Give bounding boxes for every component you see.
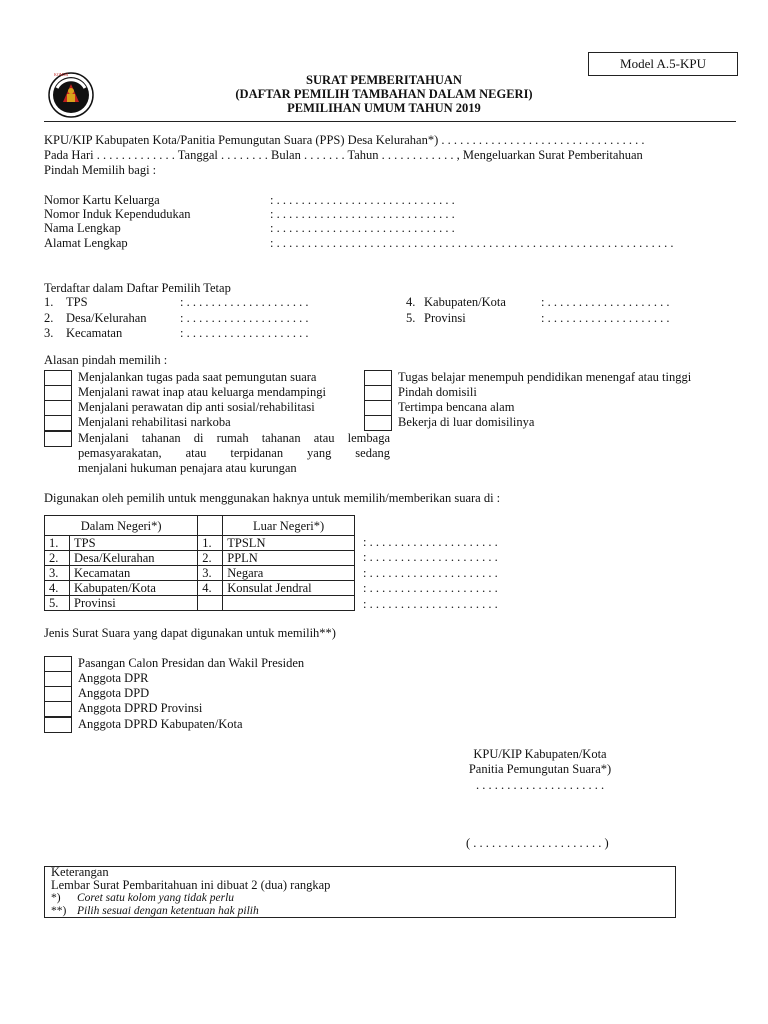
- note-1: Coret satu kolom yang tidak perlu: [77, 892, 235, 904]
- alasan-label: Menjalani rehabilitasi narkoba: [78, 415, 231, 429]
- dn-cell[interactable]: Kecamatan: [70, 566, 198, 581]
- checkbox-alasan-rehab-sosial[interactable]: [44, 400, 72, 416]
- logo-text-top: KOMISI: [54, 72, 69, 77]
- form-model-label: Model A.5-KPU: [588, 52, 738, 76]
- checkbox-dpd[interactable]: [44, 686, 72, 702]
- note-1-mark: *): [51, 892, 61, 904]
- ln-cell[interactable]: TPSLN: [223, 536, 355, 551]
- checkbox-alasan-bencana[interactable]: [364, 400, 392, 416]
- alasan-label: Menjalani perawatan dip anti sosial/rehabilitasi: [78, 400, 315, 414]
- dpt-num: 1.: [44, 295, 54, 309]
- checkbox-alasan-tugas-belajar[interactable]: [364, 370, 392, 386]
- ln-cell[interactable]: PPLN: [223, 551, 355, 566]
- dpt-num: 2.: [44, 311, 54, 325]
- dpt-field-provinsi[interactable]: : . . . . . . . . . . . . . . . . . . . .: [541, 311, 670, 325]
- table-header-row: [45, 516, 355, 536]
- jenis-heading: Jenis Surat Suara yang dapat digunakan untuk memilih**): [44, 626, 336, 640]
- dpt-num: 5.: [406, 311, 416, 325]
- checkbox-dpr[interactable]: [44, 671, 72, 687]
- header-divider: [44, 121, 736, 122]
- checkbox-alasan-pindah-domisili[interactable]: [364, 385, 392, 401]
- ln-cell[interactable]: Konsulat Jendral: [223, 581, 355, 596]
- dpt-num: 4.: [406, 295, 416, 309]
- jenis-label: Anggota DPD: [78, 686, 150, 700]
- note-2-mark: **): [51, 905, 67, 917]
- keterangan-title: Keterangan: [51, 865, 109, 879]
- alasan-label: Menjalankan tugas pada saat pemungutan suara: [78, 370, 317, 384]
- dpt-field-kecamatan[interactable]: : . . . . . . . . . . . . . . . . . . . .: [180, 326, 309, 340]
- checkbox-dprd-provinsi[interactable]: [44, 701, 72, 717]
- alasan-label: Tertimpa bencana alam: [398, 400, 515, 414]
- checkbox-dprd-kabupaten[interactable]: [44, 717, 72, 733]
- row-num: [198, 596, 223, 611]
- label-nama: Nama Lengkap: [44, 221, 121, 235]
- checkbox-alasan-tahanan[interactable]: [44, 431, 72, 447]
- jenis-label: Anggota DPRD Provinsi: [78, 701, 203, 715]
- table-row: [45, 536, 355, 551]
- dn-cell[interactable]: Provinsi: [70, 596, 198, 611]
- dn-cell[interactable]: TPS: [70, 536, 198, 551]
- row-num: 1.: [45, 536, 70, 551]
- alasan-label-tahanan-2: pemasyarakatan, atau terpidanan yang sedang: [78, 446, 390, 460]
- note-2: Pilih sesuai dengan ketentuan hak pilih: [77, 905, 259, 917]
- jenis-label: Anggota DPRD Kabupaten/Kota: [78, 717, 243, 731]
- label-nik: Nomor Induk Kependudukan: [44, 207, 191, 221]
- alasan-label: Menjalani rawat inap atau keluarga mendampingi: [78, 385, 326, 399]
- keterangan-line-1: Lembar Surat Pembaritahuan ini dibuat 2 (dua) rangkap: [51, 878, 331, 892]
- intro-line-1: KPU/KIP Kabupaten Kota/Panitia Pemungutan Suara (PPS) Desa Kelurahan*) . . . . . . . . . . . . . . . . . . . . . . . . . . . . . . . . .: [44, 133, 645, 147]
- checkbox-alasan-tugas[interactable]: [44, 370, 72, 386]
- header-dalam-negeri: Dalam Negeri*): [45, 516, 198, 536]
- digunakan-heading: Digunakan oleh pemilih untuk menggunakan haknya untuk memilih/memberikan suara di :: [44, 491, 501, 505]
- field-nama[interactable]: : . . . . . . . . . . . . . . . . . . . . . . . . . . . . .: [270, 221, 455, 235]
- field-nomor-kk[interactable]: : . . . . . . . . . . . . . . . . . . . . . . . . . . . . .: [270, 193, 455, 207]
- row-num: 2.: [198, 551, 223, 566]
- row-num: 4.: [198, 581, 223, 596]
- destination-field[interactable]: : . . . . . . . . . . . . . . . . . . . . .: [363, 566, 498, 580]
- row-num: 5.: [45, 596, 70, 611]
- ln-cell[interactable]: [223, 596, 355, 611]
- header-spacer: [198, 516, 223, 536]
- row-num: 4.: [45, 581, 70, 596]
- dpt-label-kecamatan: Kecamatan: [66, 326, 123, 340]
- header-luar-negeri: Luar Negeri*): [223, 516, 355, 536]
- table-row: [45, 596, 355, 611]
- document-subtitle-year: PEMILIHAN UMUM TAHUN 2019: [287, 101, 481, 115]
- signature-name-field[interactable]: ( . . . . . . . . . . . . . . . . . . . . . ): [466, 836, 609, 850]
- document-subtitle: (DAFTAR PEMILIH TAMBAHAN DALAM NEGERI): [235, 87, 533, 101]
- alasan-heading: Alasan pindah memilih :: [44, 353, 168, 367]
- signature-line-2: Panitia Pemungutan Suara*): [468, 762, 612, 776]
- alasan-label-tahanan-1: Menjalani tahanan di rumah tahanan atau lembaga: [78, 431, 390, 445]
- dpt-field-kabupaten[interactable]: : . . . . . . . . . . . . . . . . . . . .: [541, 295, 670, 309]
- row-num: 3.: [45, 566, 70, 581]
- destination-field[interactable]: : . . . . . . . . . . . . . . . . . . . . .: [363, 550, 498, 564]
- dpt-field-tps[interactable]: : . . . . . . . . . . . . . . . . . . . .: [180, 295, 309, 309]
- label-alamat: Alamat Lengkap: [44, 236, 128, 250]
- label-nomor-kk: Nomor Kartu Keluarga: [44, 193, 160, 207]
- jenis-label: Anggota DPR: [78, 671, 149, 685]
- row-num: 2.: [45, 551, 70, 566]
- checkbox-alasan-rawat-inap[interactable]: [44, 385, 72, 401]
- dn-cell[interactable]: Kabupaten/Kota: [70, 581, 198, 596]
- destination-field[interactable]: : . . . . . . . . . . . . . . . . . . . . .: [363, 535, 498, 549]
- destination-table: [44, 515, 355, 611]
- alasan-label-tahanan-3: menjalani hukuman penajara atau kurungan: [78, 461, 297, 475]
- jenis-label: Pasangan Calon Presidan dan Wakil Presiden: [78, 656, 305, 670]
- signature-line-1: KPU/KIP Kabupaten/Kota: [473, 747, 607, 761]
- alasan-label: Bekerja di luar domisilinya: [398, 415, 535, 429]
- dn-cell[interactable]: Desa/Kelurahan: [70, 551, 198, 566]
- field-nik[interactable]: : . . . . . . . . . . . . . . . . . . . . . . . . . . . . .: [270, 207, 455, 221]
- row-num: 3.: [198, 566, 223, 581]
- dpt-label-provinsi: Provinsi: [424, 311, 466, 325]
- dpt-heading: Terdaftar dalam Daftar Pemilih Tetap: [44, 281, 231, 295]
- alasan-label: Pindah domisili: [398, 385, 477, 399]
- dpt-num: 3.: [44, 326, 54, 340]
- table-row: [45, 551, 355, 566]
- ln-cell[interactable]: Negara: [223, 566, 355, 581]
- table-row: [45, 581, 355, 596]
- checkbox-alasan-bekerja[interactable]: [364, 415, 392, 431]
- dpt-label-kabupaten: Kabupaten/Kota: [424, 295, 506, 309]
- row-num: 1.: [198, 536, 223, 551]
- field-alamat[interactable]: : . . . . . . . . . . . . . . . . . . . . . . . . . . . . . . . . . . . . . . . . . . . . . . . . . . . . . . . . . . . . . . . .: [270, 236, 674, 250]
- destination-field[interactable]: : . . . . . . . . . . . . . . . . . . . . .: [363, 581, 498, 595]
- dpt-label-tps: TPS: [66, 295, 88, 309]
- checkbox-alasan-narkoba[interactable]: [44, 415, 72, 431]
- intro-line-2: Pada Hari . . . . . . . . . . . . . Tanggal . . . . . . . . Bulan . . . . . . . Tahun . . . . . . . . . . . . , Mengeluarkan Surat Pemberitahuan: [44, 148, 643, 162]
- signature-place-field[interactable]: . . . . . . . . . . . . . . . . . . . . .: [475, 778, 605, 792]
- destination-field[interactable]: : . . . . . . . . . . . . . . . . . . . . .: [363, 597, 498, 611]
- dpt-label-desa: Desa/Kelurahan: [66, 311, 147, 325]
- table-row: [45, 566, 355, 581]
- dpt-field-desa[interactable]: : . . . . . . . . . . . . . . . . . . . .: [180, 311, 309, 325]
- document-title: SURAT PEMBERITAHUAN: [306, 73, 462, 87]
- intro-line-3: Pindah Memilih bagi :: [44, 163, 157, 177]
- alasan-label: Tugas belajar menempuh pendidikan menengaf atau tinggi: [398, 370, 692, 384]
- checkbox-presiden[interactable]: [44, 656, 72, 672]
